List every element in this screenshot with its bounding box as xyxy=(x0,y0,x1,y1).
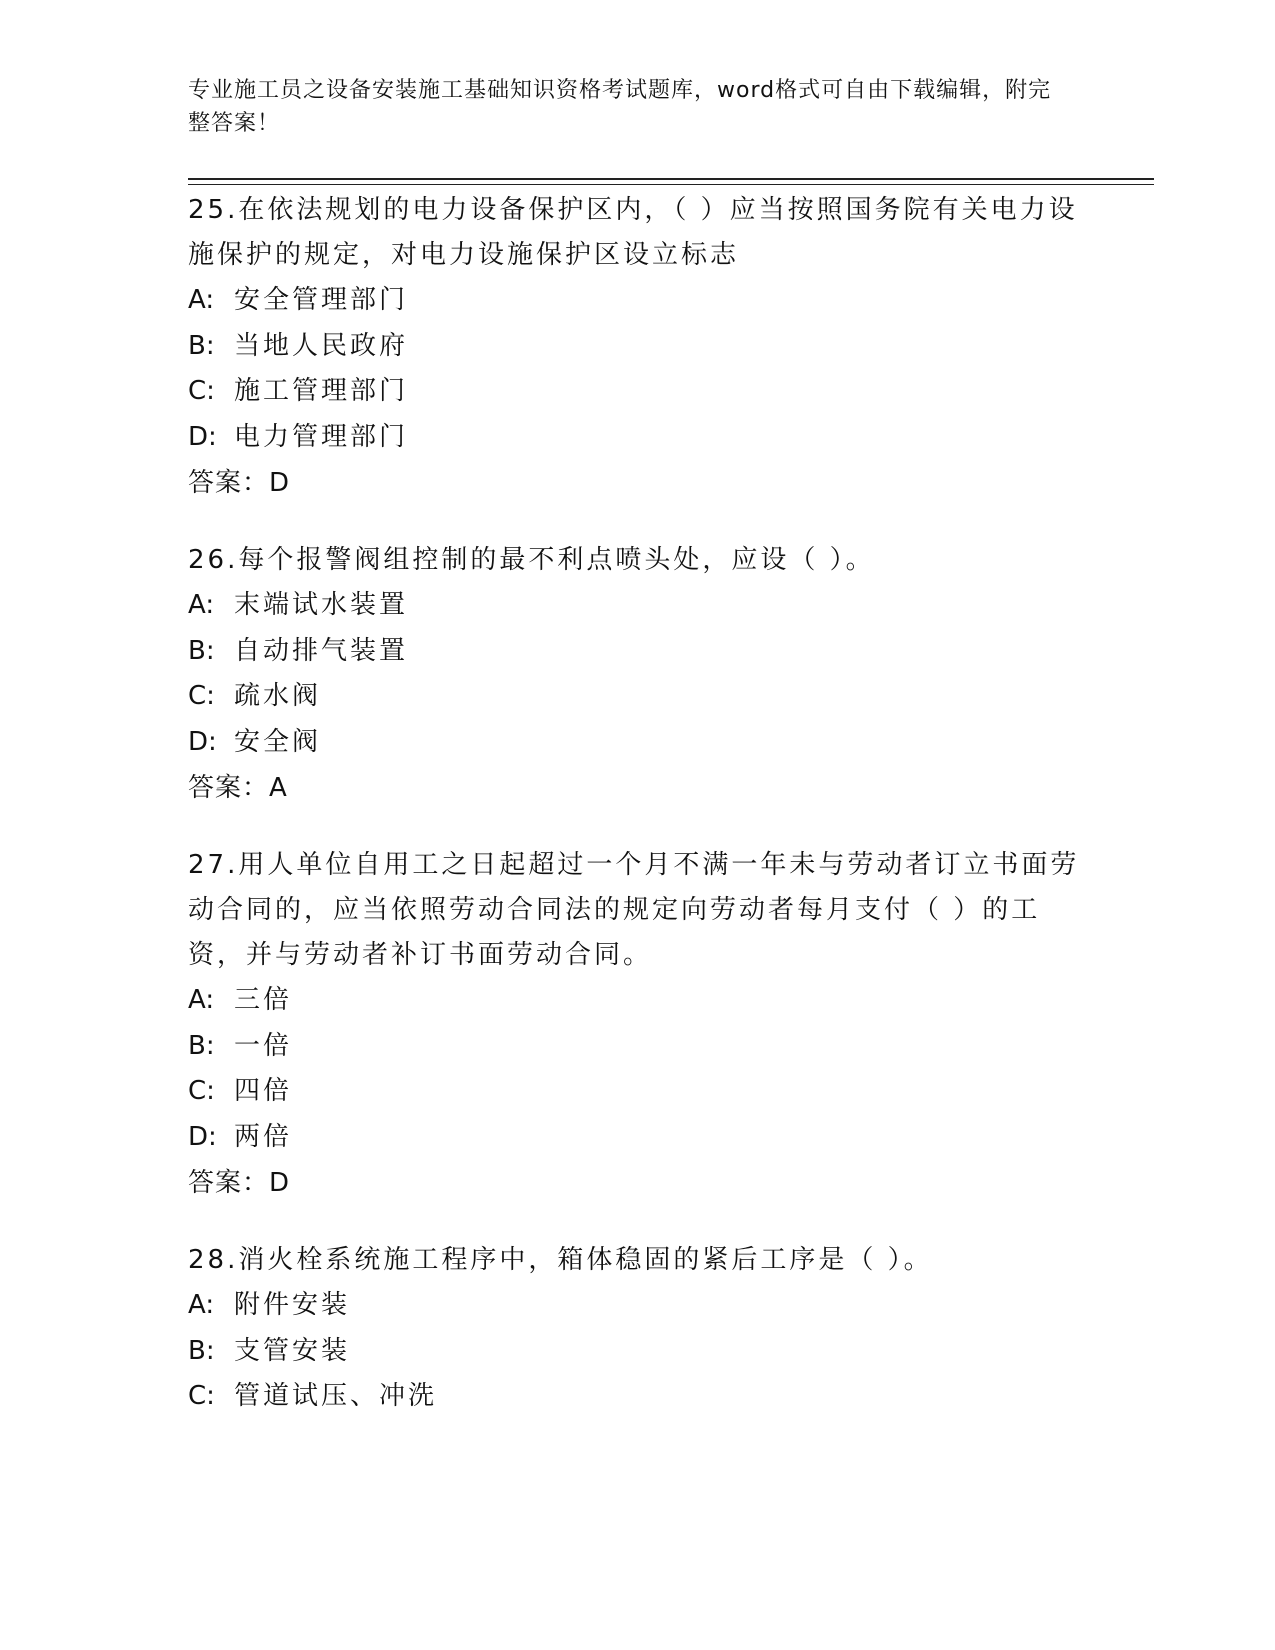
option-label: A: xyxy=(188,285,215,315)
option-row xyxy=(188,720,1088,766)
option-label: A: xyxy=(188,985,215,1015)
option-label: B: xyxy=(188,635,215,666)
option-label: D: xyxy=(188,1121,217,1152)
option-text: 末端试水装置 xyxy=(234,590,409,620)
option-label: C: xyxy=(188,681,215,711)
answer-value: D xyxy=(269,1168,290,1198)
answer-value: D xyxy=(269,468,290,498)
option-text: 附件安装 xyxy=(234,1290,351,1320)
option-text: 安全管理部门 xyxy=(234,285,409,315)
answer-label: 答案： xyxy=(188,1168,270,1198)
option-row xyxy=(188,1283,1088,1329)
option-label: C: xyxy=(188,376,215,406)
option-label: B: xyxy=(188,1335,215,1366)
option-row xyxy=(188,1374,1088,1420)
question-block xyxy=(188,843,1088,1206)
question-stem: 25.在依法规划的电力设备保护区内，（ ）应当按照国务院有关电力设施保护的规定，对电力设施保护区设立标志 xyxy=(188,195,1078,270)
option-label: D: xyxy=(188,421,217,452)
option-row xyxy=(188,978,1088,1024)
option-label: B: xyxy=(188,330,215,361)
option-text: 支管安装 xyxy=(234,1335,351,1366)
header-divider-thin xyxy=(188,184,1154,185)
option-row xyxy=(188,1115,1088,1161)
option-text: 电力管理部门 xyxy=(234,421,409,452)
option-row xyxy=(188,1024,1088,1070)
answer-line xyxy=(188,460,1088,506)
page-header: 专业施工员之设备安装施工基础知识资格考试题库，word格式可自由下载编辑，附完整答案！ xyxy=(188,78,1052,136)
option-label: B: xyxy=(188,1030,215,1061)
answer-value: A xyxy=(269,773,287,803)
answer-label: 答案： xyxy=(188,468,270,498)
option-label: A: xyxy=(188,1290,215,1320)
option-row xyxy=(188,278,1088,324)
question-stem: 27.用人单位自用工之日起超过一个月不满一年未与劳动者订立书面劳动合同的，应当依照劳动合同法的规定向劳动者每月支付（ ）的工资，并与劳动者补订书面劳动合同。 xyxy=(188,850,1080,970)
option-label: D: xyxy=(188,726,217,757)
option-row xyxy=(188,415,1088,461)
option-row xyxy=(188,674,1088,720)
option-row xyxy=(188,324,1088,370)
option-row xyxy=(188,583,1088,629)
option-text: 疏水阀 xyxy=(234,681,322,711)
header-divider xyxy=(188,178,1154,180)
option-text: 四倍 xyxy=(234,1076,293,1106)
answer-line xyxy=(188,1160,1088,1206)
option-text: 两倍 xyxy=(234,1121,293,1152)
answer-label: 答案： xyxy=(188,773,270,803)
option-text: 施工管理部门 xyxy=(234,376,409,406)
answer-line xyxy=(188,765,1088,811)
option-row xyxy=(188,1329,1088,1375)
option-row xyxy=(188,369,1088,415)
option-text: 管道试压、冲洗 xyxy=(234,1381,438,1411)
option-text: 自动排气装置 xyxy=(234,635,409,666)
question-block xyxy=(188,538,1088,811)
option-text: 三倍 xyxy=(234,985,293,1015)
option-text: 安全阀 xyxy=(234,726,322,757)
option-row xyxy=(188,629,1088,675)
option-label: C: xyxy=(188,1381,215,1411)
question-stem: 28.消火栓系统施工程序中，箱体稳固的紧后工序是（ ）。 xyxy=(188,1245,933,1275)
question-block xyxy=(188,188,1088,506)
option-text: 一倍 xyxy=(234,1030,293,1061)
option-label: A: xyxy=(188,590,215,620)
question-block xyxy=(188,1238,1088,1420)
question-stem: 26.每个报警阀组控制的最不利点喷头处，应设（ ）。 xyxy=(188,545,875,575)
option-text: 当地人民政府 xyxy=(234,330,409,361)
option-row xyxy=(188,1069,1088,1115)
option-label: C: xyxy=(188,1076,215,1106)
